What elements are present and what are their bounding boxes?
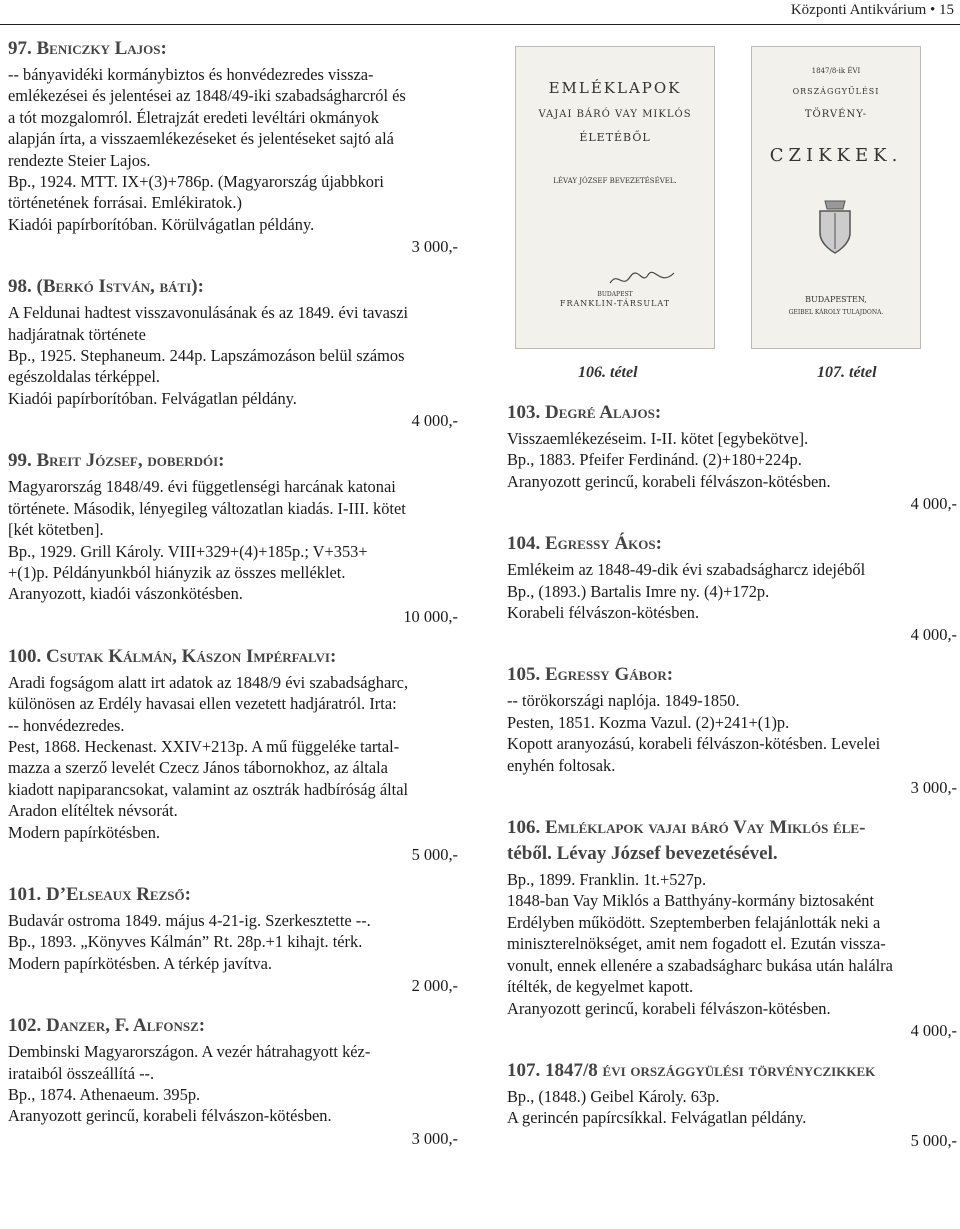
entry-price: 3 000,-	[910, 778, 957, 798]
entry-heading: 98. (Berkó István, báti):	[8, 276, 204, 298]
entry-price: 4 000,-	[910, 1020, 957, 1040]
left-column	[8, 38, 458, 1168]
entry-line: Bp., 1925. Stephaneum. 244p. Lapszámozáson belül számos	[8, 346, 405, 366]
entry-line: Kopott aranyozású, korabeli félvászon-kötésben. Levelei	[507, 734, 881, 754]
entry-heading: 106. Emléklapok vajai báró Vay Miklós éle-	[507, 817, 866, 839]
entry-line: történetének forrásai. Emlékiratok.)	[8, 193, 242, 213]
entry-line: Magyarország 1848/49. évi függetlenségi harcának katonai	[8, 477, 396, 497]
entry-price: 4 000,-	[910, 625, 957, 645]
entry-line: Modern papírkötésben. A térkép javítva.	[8, 953, 273, 973]
entry-line: Budavár ostroma 1849. május 4-21-ig. Szerkesztette --.	[8, 910, 371, 930]
entry-line: Dembinski Magyarországon. A vezér hátrahagyott kéz-	[8, 1042, 371, 1062]
right-column	[507, 402, 957, 1170]
entry-103	[507, 402, 957, 514]
entry-line: emlékezései és jelentései az 1848/49-iki szabadságharcról és	[8, 86, 406, 106]
entry-line: Bp., 1893. „Könyves Kálmán” Rt. 28p.+1 kihajt. térk.	[8, 932, 363, 952]
entry-line: a tót mozgalomról. Életrajzát eredeti levéltári okmányok	[8, 107, 379, 127]
entry-line: +(1)p. Példányunkból hiányzik az összes melléklet.	[8, 562, 346, 582]
entry-line: Korabeli félvászon-kötésben.	[507, 603, 700, 623]
entry-line: Bp., (1848.) Geibel Károly. 63p.	[507, 1086, 720, 1106]
entry-line: Visszaemlékezéseim. I-II. kötet [egybekötve].	[507, 429, 809, 448]
entry-line: Aranyozott gerincű, korabeli félvászon-kötésben.	[507, 998, 831, 1018]
signature-icon	[608, 267, 678, 291]
entry-line: Aranyozott, kiadói vászonkötésben.	[8, 584, 243, 604]
entry-line: hadjáratnak története	[8, 324, 146, 344]
entry-line: története. Második, lényegileg változatlan kiadás. I-III. kötet	[8, 498, 406, 518]
entry-line: ítélték, de kegyelmet kapott.	[507, 977, 694, 997]
entry-heading: 99. Breit József, doberdói:	[8, 450, 225, 472]
entry-price: 5 000,-	[910, 1130, 957, 1150]
entry-heading: 101. D’Elseaux Rezső:	[8, 883, 191, 905]
entry-heading-cont: téből. Lévay József bevezetésével.	[507, 843, 778, 865]
caption-106: 106. tétel	[578, 364, 638, 381]
entry-heading: 100. Csutak Kálmán, Kászon Impérfalvi:	[8, 645, 337, 667]
entry-line: A gerincén papírcsíkkal. Felvágatlan példány.	[507, 1108, 807, 1128]
entry-line: irataiból összeállítá --.	[8, 1063, 155, 1083]
running-header: Központi Antikvárium • 15	[790, 2, 954, 18]
entry-line: Aradon elítéltek névsorát.	[8, 801, 178, 821]
entry-line: enyhén foltosak.	[507, 755, 616, 775]
entry-line: -- honvédezredes.	[8, 715, 125, 735]
entry-heading: 105. Egressy Gábor:	[507, 664, 674, 686]
entry-line: Kiadói papírborítóban. Felvágatlan példány.	[8, 388, 297, 408]
entry-line: alapján írta, a visszaemlékezéseket és jelentéseket sajtó alá	[8, 129, 394, 149]
entry-line: Kiadói papírborítóban. Körülvágatlan példány.	[8, 214, 315, 234]
plate-106-title-page: EMLÉKLAPOK VAJAI BÁRÓ VAY MIKLÓS ÉLETÉBŐL LÉVAY JÓZSEF BEVEZETÉSÉVEL. BUDAPEST FRANKLIN-TÁRSULAT	[515, 46, 715, 349]
plate-107-title-page: 1847/8-ik ÉVI ORSZÁGGYŰLÉSI TÖRVÉNY- CZIKKEK. BUDAPESTEN, GEIBEL KÁROLY TULAJDONA.	[751, 46, 921, 349]
entry-price: 3 000,-	[411, 237, 458, 257]
entry-line: 1848-ban Vay Miklós a Batthyány-kormány biztosaként	[507, 891, 875, 911]
header-rule	[0, 24, 960, 25]
entry-line: -- törökországi naplója. 1849-1850.	[507, 691, 740, 711]
title-page-plates	[515, 46, 920, 351]
entry-heading: 97. Beniczky Lajos:	[8, 38, 167, 59]
entry-line: Pest, 1868. Heckenast. XXIV+213p. A mű függeléke tartal-	[8, 736, 400, 756]
entry-price: 4 000,-	[910, 494, 957, 514]
entry-heading: 107. 1847/8 évi országgyülési törvényczikkek	[507, 1059, 876, 1081]
coat-of-arms-icon	[812, 197, 858, 257]
entry-107	[507, 1060, 957, 1151]
entry-line: Bp., (1893.) Bartalis Imre ny. (4)+172p.	[507, 581, 770, 601]
entry-line: különösen az Erdély havasai ellen vezetett hadjáratról. Irta:	[8, 694, 397, 714]
entry-line: Bp., 1899. Franklin. 1t.+527p.	[507, 870, 707, 890]
entry-line: Emlékeim az 1848-49-dik évi szabadságharcz idejéből	[507, 560, 866, 580]
entry-line: Erdélyben működött. Szeptemberben felajánlották neki a	[507, 912, 881, 932]
entry-line: rendezte Steier Lajos.	[8, 150, 151, 170]
entry-97	[8, 38, 458, 257]
entry-line: Aranyozott gerincű, korabeli félvászon-kötésben.	[507, 471, 831, 491]
entry-price: 3 000,-	[411, 1128, 458, 1148]
entry-line: egészoldalas térképpel.	[8, 367, 160, 387]
entry-line: Aranyozott gerincű, korabeli félvászon-kötésben.	[8, 1106, 332, 1126]
entry-102	[8, 1015, 458, 1149]
entry-line: Pesten, 1851. Kozma Vazul. (2)+241+(1)p.	[507, 712, 790, 732]
entry-heading: 104. Egressy Ákos:	[507, 533, 662, 555]
entry-98	[8, 276, 458, 431]
entry-line: vonult, ennek ellenére a szabadságharc bukása után halálra	[507, 955, 893, 975]
entry-line: kiadott napiparancsokat, valamint az osztrák hadbíróság által	[8, 779, 409, 799]
entry-price: 4 000,-	[411, 411, 458, 431]
entry-106	[507, 817, 957, 1041]
entry-105	[507, 664, 957, 798]
entry-line: Bp., 1874. Athenaeum. 395p.	[8, 1085, 201, 1104]
caption-107: 107. tétel	[817, 364, 877, 381]
entry-101	[8, 884, 458, 996]
entry-heading: 102. Danzer, F. Alfonsz:	[8, 1015, 206, 1037]
entry-price: 5 000,-	[411, 844, 458, 864]
entry-line: Aradi fogságom alatt irt adatok az 1848/9 évi szabadságharc,	[8, 672, 409, 692]
entry-104	[507, 533, 957, 645]
entry-price: 10 000,-	[403, 606, 458, 626]
entry-line: Bp., 1929. Grill Károly. VIII+329+(4)+185p.; V+353+	[8, 541, 368, 561]
entry-line: mazza a szerző levelét Czecz János tábornokhoz, az általa	[8, 758, 388, 778]
entry-price: 2 000,-	[411, 976, 458, 996]
entry-100	[8, 646, 458, 865]
entry-line: -- bányavidéki kormánybiztos és honvédezredes vissza-	[8, 65, 374, 84]
entry-line: [két kötetben].	[8, 520, 104, 540]
entry-line: Modern papírkötésben.	[8, 822, 161, 842]
entry-heading: 103. Degré Alajos:	[507, 402, 662, 423]
entry-line: Bp., 1883. Pfeifer Ferdinánd. (2)+180+224p.	[507, 450, 802, 470]
entry-line: A Feldunai hadtest visszavonulásának és az 1849. évi tavaszi	[8, 303, 409, 323]
entry-line: Bp., 1924. MTT. IX+(3)+786p. (Magyarország újabbkori	[8, 172, 384, 192]
entry-line: miniszterelnökséget, amit nem fogadott el. Ezután vissza-	[507, 934, 886, 954]
entry-99	[8, 450, 458, 626]
